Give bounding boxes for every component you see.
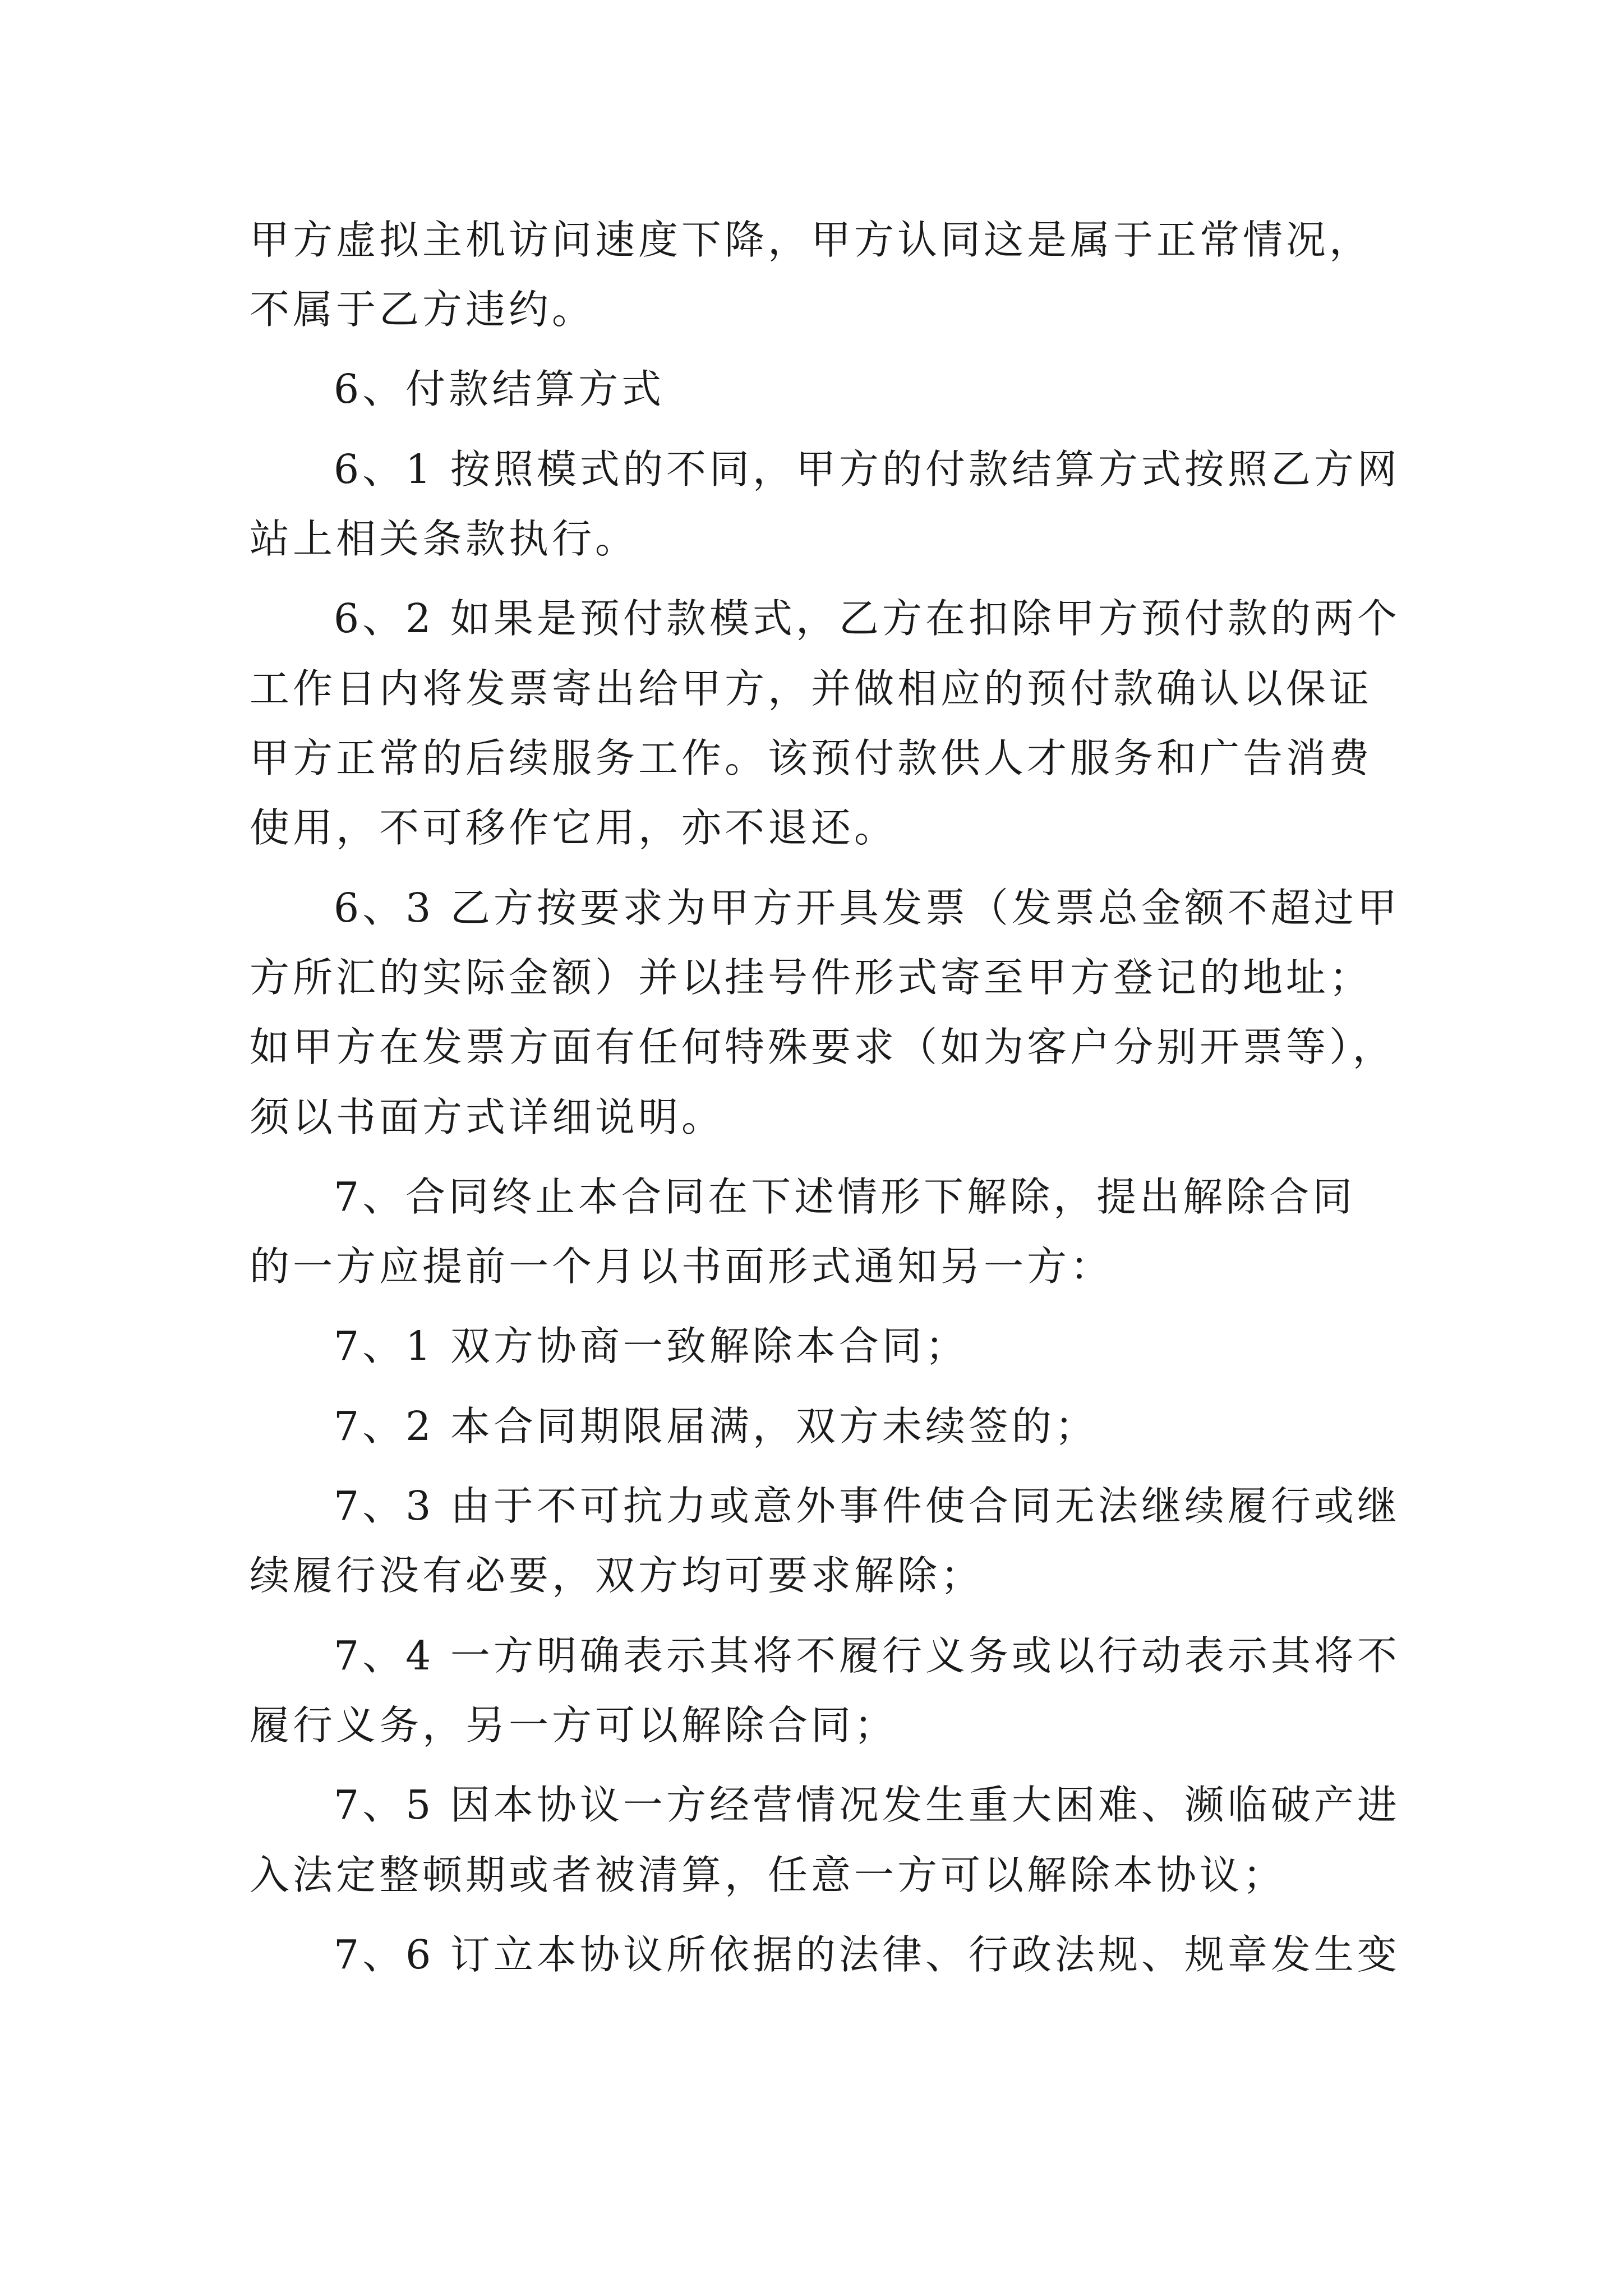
text-line: 入法定整顿期或者被清算，任意一方可以解除本协议； — [250, 1852, 1287, 1898]
section-heading: 7、合同终止本合同在下述情形下解除，提出解除合同 — [334, 1174, 1356, 1220]
text-line: 使用，不可移作它用，亦不退还。 — [250, 804, 898, 851]
text-line: 不属于乙方违约。 — [250, 286, 596, 333]
text-line: 6、2 如果是预付款模式，乙方在扣除甲方预付款的两个 — [334, 595, 1400, 642]
text-line: 方所汇的实际金额）并以挂号件形式寄至甲方登记的地址； — [250, 954, 1373, 1001]
text-line: 须以书面方式详细说明。 — [250, 1094, 725, 1140]
text-line: 甲方正常的后续服务工作。该预付款供人才服务和广告消费 — [250, 735, 1373, 781]
text-line: 7、3 由于不可抗力或意外事件使合同无法继续履行或继 — [334, 1483, 1400, 1529]
text-line: 7、4 一方明确表示其将不履行义务或以行动表示其将不 — [334, 1632, 1400, 1679]
text-line: 续履行没有必要，双方均可要求解除； — [250, 1552, 984, 1599]
text-line: 履行义务，另一方可以解除合同； — [250, 1702, 898, 1749]
text-line: 甲方虚拟主机访问速度下降，甲方认同这是属于正常情况， — [250, 217, 1373, 263]
text-line: 如甲方在发票方面有任何特殊要求（如为客户分别开票等）， — [250, 1024, 1396, 1070]
text-line: 6、1 按照模式的不同，甲方的付款结算方式按照乙方网 — [334, 446, 1400, 493]
text-line: 7、6 订立本协议所依据的法律、行政法规、规章发生变 — [334, 1931, 1400, 1978]
text-line: 的一方应提前一个月以书面形式通知另一方： — [250, 1243, 1114, 1290]
text-line: 工作日内将发票寄出给甲方，并做相应的预付款确认以保证 — [250, 665, 1373, 712]
text-line: 7、1 双方协商一致解除本合同； — [334, 1323, 969, 1369]
text-line: 站上相关条款执行。 — [250, 516, 639, 562]
text-line: 7、2 本合同期限届满，双方未续签的； — [334, 1403, 1098, 1450]
text-line: 7、5 因本协议一方经营情况发生重大困难、濒临破产进 — [334, 1782, 1400, 1828]
text-line: 6、3 乙方按要求为甲方开具发票（发票总金额不超过甲 — [334, 885, 1400, 931]
section-heading: 6、付款结算方式 — [334, 366, 665, 412]
